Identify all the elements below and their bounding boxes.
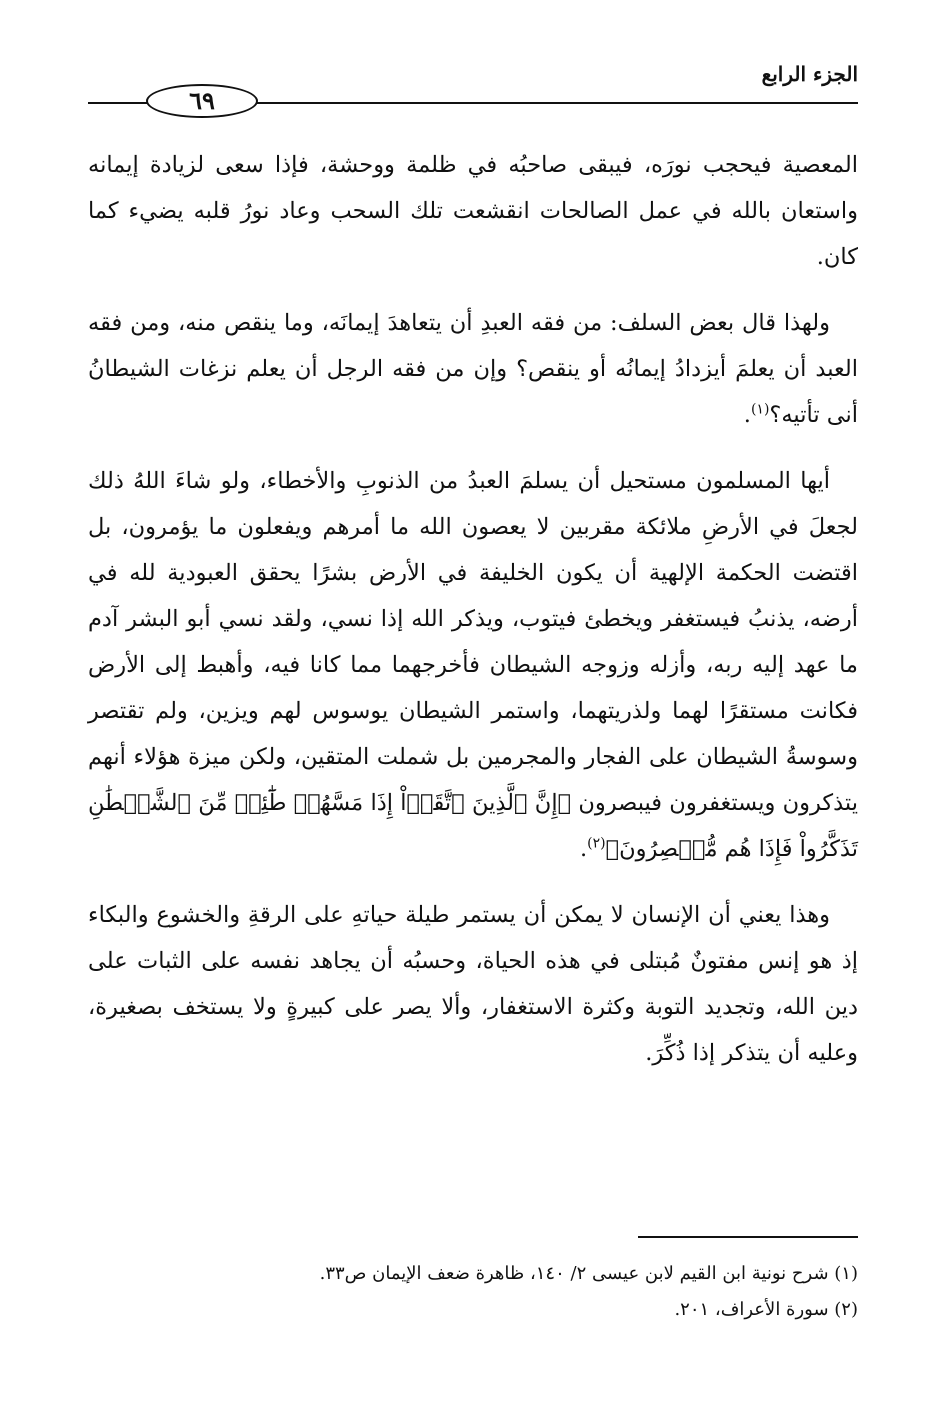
quran-verse: ﴿إِنَّ ٱلَّذِينَ ٱتَّقَوۡاْ إِذَا مَسَّهُمۡ طَٰٓئِفٞ مِّنَ ٱلشَّيۡطَٰنِ تَذَكَّرُواْ فَإِذَا هُم مُّبۡصِرُونَ﴾ [88, 790, 858, 862]
footnote-2: (٢) سورة الأعراف، ٢٠١. [674, 1299, 858, 1320]
footnotes [88, 1256, 858, 1328]
paragraph-3-end: . [580, 836, 588, 862]
page-number: ٦٩ [146, 84, 258, 118]
paragraph-3 [88, 458, 858, 872]
paragraph-2-end: . [743, 402, 751, 428]
footnote-1: (١) شرح نونية ابن القيم لابن عيسى ٢/ ١٤٠، ظاهرة ضعف الإيمان ص٣٣. [319, 1263, 858, 1284]
paragraph-2-text: ولهذا قال بعض السلف: من فقه العبدِ أن يتعاهدَ إيمانَه، وما ينقص منه، ومن فقه العبد أن يعلمَ أيزدادُ إيمانُه أو ينقص؟ وإن من فقه الرجل أن يعلم نزغات الشيطانُ أنى تأتيه؟ [88, 310, 858, 428]
page-header [88, 62, 858, 115]
footnote-ref-1: (١) [750, 401, 770, 418]
paragraph-3-text: أيها المسلمون مستحيل أن يسلمَ العبدُ من الذنوبِ والأخطاء، ولو شاءَ اللهُ ذلك لجعلَ في الأرضِ ملائكة مقربين لا يعصون الله ما أمرهم ويفعلون ما يؤمرون، بل اقتضت الحكمة الإلهية أن يكون الخليفة في الأرض بشرًا يحقق العبودية لله في أرضه، يذنبُ فيستغفر ويخطئ فيتوب، ويذكر الله إذا نسي، ولقد نسي أبو البشر آدم ما عهد إليه ربه، وأزله وزوجه الشيطان فأخرجهما مما كانا فيه، وأهبط إلى الأرض فكانت مستقرًا لهما ولذريتهما، واستمر الشيطان يوسوس لهم ويزين، ولم تقتصر وسوسةُ الشيطان على الفجار والمجرمين بل شملت المتقين، ولكن ميزة هؤلاء أنهم يتذكرون ويستغفرون فيبصرون [88, 468, 858, 816]
footnote-rule [638, 1236, 858, 1238]
paragraph-4: وهذا يعني أن الإنسان لا يمكن أن يستمر طيلة حياتهِ على الرقةِ والخشوع والبكاء إذ هو إنس مفتونٌ مُبتلى في هذه الحياة، وحسبُه أن يجاهد نفسه على الثبات على دين الله، وتجديد التوبة وكثرة الاستغفار، وألا يصر على كبيرةٍ ولا يستخف بصغيرة، وعليه أن يتذكر إذا ذُكِّرَ. [88, 902, 858, 1066]
footnote-ref-2: (٢) [587, 835, 606, 852]
body-text [88, 142, 858, 1096]
paragraph-1: المعصية فيحجب نورَه، فيبقى صاحبُه في ظلمة ووحشة، فإذا سعى لزيادة إيمانه واستعان بالله في عمل الصالحات انقشعت تلك السحب وعاد نورُ قلبه يضيء كما كان. [88, 152, 858, 270]
running-title: الجزء الرابع [761, 62, 858, 86]
paragraph-2 [88, 300, 858, 438]
